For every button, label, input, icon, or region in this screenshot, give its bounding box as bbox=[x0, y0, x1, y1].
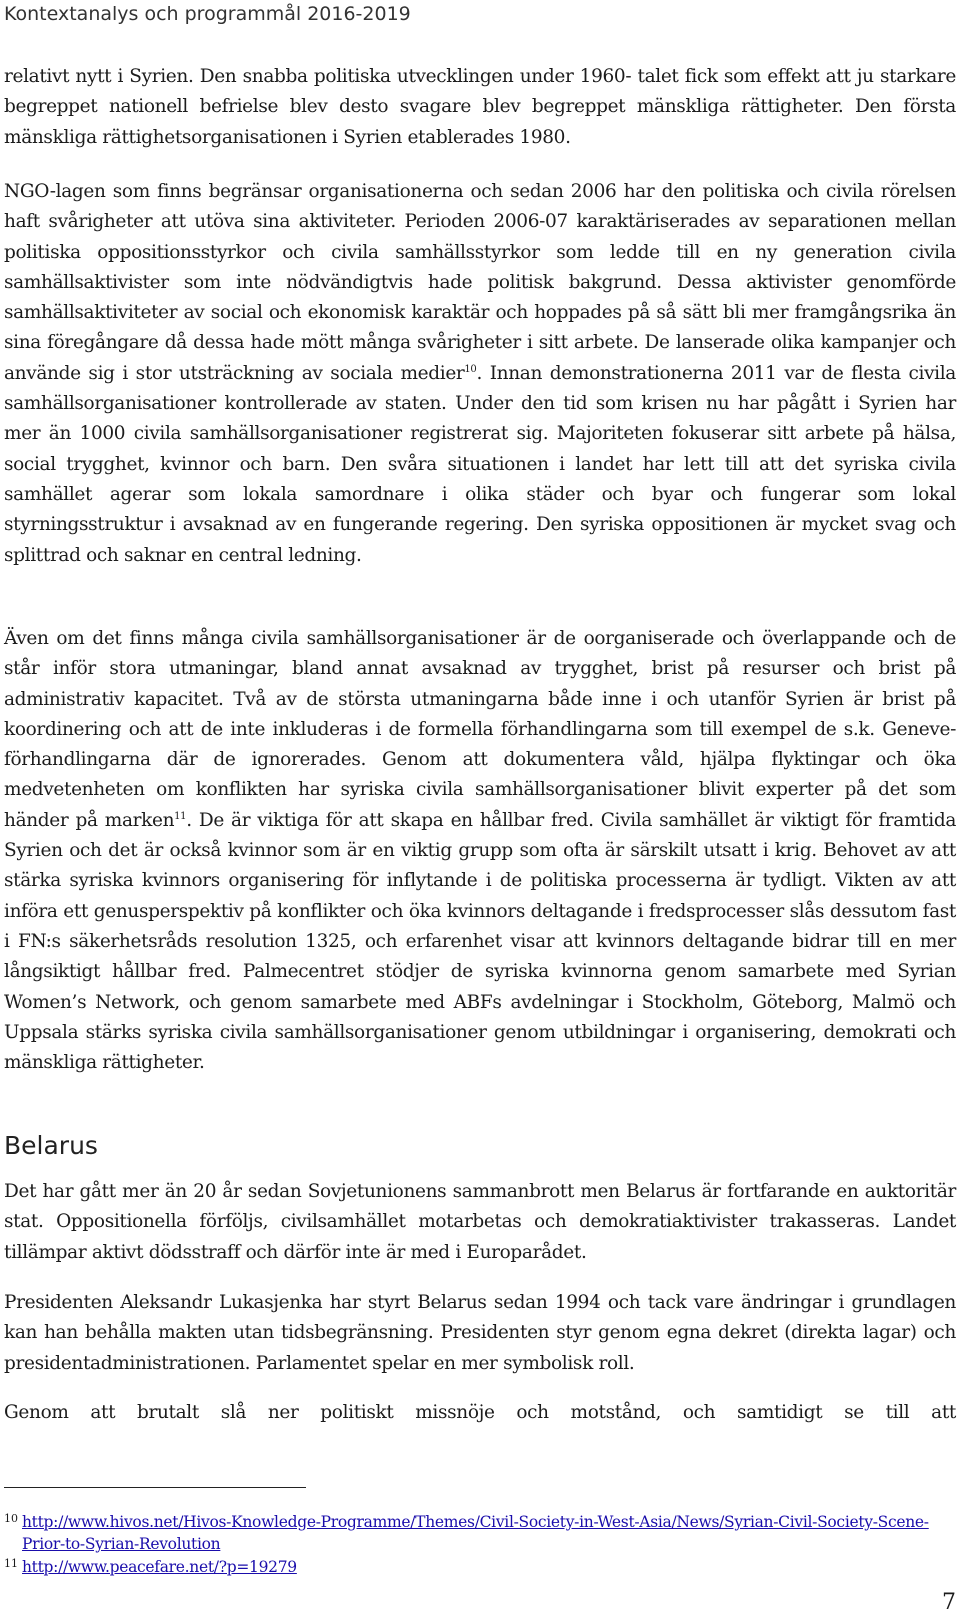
paragraph-text: NGO-lagen som finns begränsar organisationerna och sedan 2006 har den politiska och civila rörelsen haft svårigheter att utöva sina aktiviteter. Perioden 2006-07 karaktäriserades av separationen mellan politiska oppositionsstyrkor och civila samhällsstyrkor som ledde till en ny generation civila samhällsaktivister som inte nödvändigtvis hade politisk bakgrund. Dessa aktivister genomförde samhällsaktiviteter av social och ekonomisk karaktär och hoppades på så sätt bli mer framgångsrika än sina föregångare då dessa hade mött många svårigheter i sitt arbete. De lanserade olika kampanjer och använde sig i stor utsträckning av sociala medier bbox=[4, 181, 956, 384]
footnote-number: 11 bbox=[4, 1557, 18, 1570]
footnote-11 bbox=[4, 1556, 956, 1578]
paragraph-civil-society bbox=[4, 624, 956, 1078]
footnote-ref-11[interactable]: 11 bbox=[174, 810, 187, 822]
page-number: 7 bbox=[942, 1590, 956, 1615]
footnote-number: 10 bbox=[4, 1512, 18, 1525]
paragraph-text: . Innan demonstrationerna 2011 var de flesta civila samhällsorganisationer kontrollerade av staten. Under den tid som krisen nu har pågått i Syrien har mer än 1000 civila samhällsorganisationer registrerat sig. Majoriteten fokuserar sitt arbete på hälsa, social trygghet, kvinnor och barn. Den svåra situationen i landet har lett till att det syriska civila samhället agerar som lokala samordnare i olika städer och byar och fungerar som lokal styrningsstruktur i avsaknad av en fungerande regering. Den syriska oppositionen är mycket svag och splittrad och saknar en central ledning. bbox=[4, 362, 956, 566]
footnote-separator bbox=[4, 1487, 306, 1488]
paragraph-belarus-repression: Genom att brutalt slå ner politiskt missnöje och motstånd, och samtidigt se till att bbox=[4, 1402, 956, 1423]
paragraph-ngo-law bbox=[4, 177, 956, 571]
paragraph-text: Även om det finns många civila samhällsorganisationer är de oorganiserade och överlappande och de står inför stora utmaningar, bland annat avsaknad av trygghet, brist på resurser och brist på administrativ kapacitet. Två av de största utmaningarna både inne i och utanför Syrien är brist på koordinering och att de inte inkluderas i de formella förhandlingarna som till exempel de s.k. Geneve-förhandlingarna där de ignorerades. Genom att dokumentera våld, hjälpa flyktingar och öka medvetenheten om konflikten har syriska civila samhällsorganisationer blivit experter på det som händer på marken bbox=[4, 628, 956, 831]
paragraph-text: . De är viktiga för att skapa en hållbar fred. Civila samhället är viktigt för framtida Syrien och det är också kvinnor som är en viktig grupp som ofta är särskilt utsatt i krig. Behovet av att stärka syriska kvinnors organisering för inflytande i de politiska processerna är tydligt. Vikten av att införa ett genusperspektiv på konflikter och öka kvinnors deltagande i fredsprocesser slås dessutom fast i FN:s säkerhetsråds resolution 1325, och erfarenhet visar att kvinnors deltagande bidrar till en mer långsiktigt hållbar fred. Palmecentret stödjer de syriska kvinnorna genom samarbete med Syrian Women’s Network, och genom samarbete med ABFs avdelningar i Stockholm, Göteborg, Malmö och Uppsala stärks syriska civila samhällsorganisationer genom utbildningar i organisering, demokrati och mänskliga rättigheter. bbox=[4, 809, 957, 1074]
footnote-ref-10[interactable]: 10 bbox=[464, 363, 477, 375]
running-header: Kontextanalys och programmål 2016-2019 bbox=[4, 3, 411, 25]
footnote-link-hivos[interactable]: http://www.hivos.net/Hivos-Knowledge-Programme/Themes/Civil-Society-in-West-Asia/News/Syrian-Civil-Society-Scene-Prior-to-Syrian-Revolution bbox=[22, 1513, 929, 1553]
section-heading-belarus: Belarus bbox=[4, 1131, 98, 1160]
paragraph-belarus-state: Det har gått mer än 20 år sedan Sovjetunionens sammanbrott men Belarus är fortfarande en auktoritär stat. Oppositionella förföljs, civilsamhället motarbetas och demokratiaktivister trakasseras. Landet tillämpar aktivt dödsstraff och därför inte är med i Europarådet. bbox=[4, 1181, 956, 1263]
paragraph-syria-intro: relativt nytt i Syrien. Den snabba politiska utvecklingen under 1960- talet fick som effekt att ju starkare begreppet nationell befrielse blev desto svagare blev begreppet mänskliga rättigheter. Den första mänskliga rättighetsorganisationen i Syrien etablerades 1980. bbox=[4, 66, 956, 148]
paragraph-belarus-president: Presidenten Aleksandr Lukasjenka har styrt Belarus sedan 1994 och tack vare ändringar i grundlagen kan han behålla makten utan tidsbegränsning. Presidenten styr genom egna dekret (direkta lagar) och presidentadministrationen. Parlamentet spelar en mer symbolisk roll. bbox=[4, 1292, 956, 1374]
footnote-link-peacefare[interactable]: http://www.peacefare.net/?p=19279 bbox=[22, 1558, 297, 1576]
footnote-10 bbox=[4, 1511, 956, 1555]
